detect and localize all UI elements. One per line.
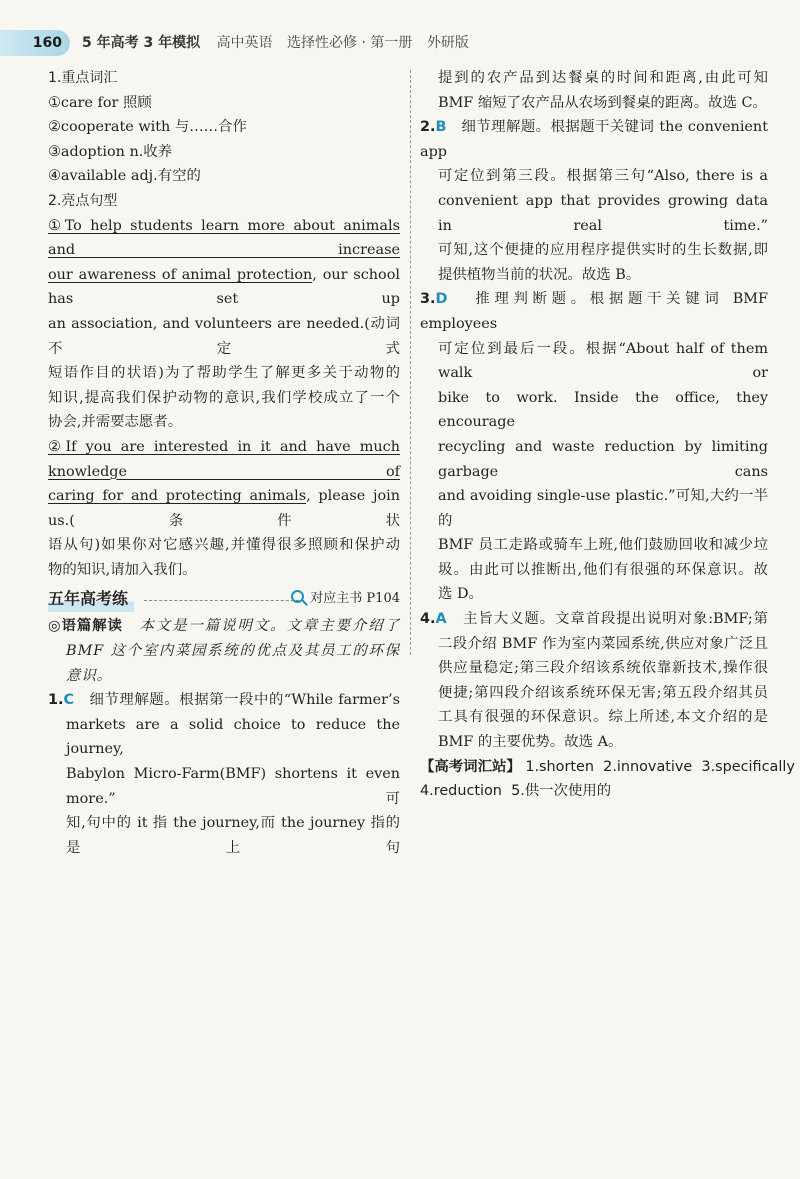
- sentence-underlined: ①To help students learn more about animals and increase: [48, 217, 400, 259]
- column-divider: [410, 70, 411, 655]
- sentence-pattern-1: [48, 214, 400, 435]
- reading-line: 意识。: [66, 667, 113, 684]
- reading-line: BMF 这个室内菜园系统的优点及其员工的环保: [66, 643, 400, 660]
- vocab-label: 【高考词汇站】: [420, 758, 521, 775]
- answer-q3: [420, 287, 768, 607]
- question-number: 2.: [420, 119, 436, 136]
- sentence-underlined: caring for and protecting animals: [48, 488, 307, 505]
- reading-analysis: [48, 614, 400, 688]
- question-number: 3.: [420, 291, 436, 308]
- answer-line: markets are a solid choice to reduce the journey,: [66, 716, 400, 758]
- sentence-text: , please join us.(条件状: [48, 488, 400, 529]
- header-title: [82, 30, 479, 56]
- question-number: 4.: [420, 611, 436, 628]
- sentence-line: 短语作目的状语)为了帮助学生了解更多关于动物的: [48, 365, 400, 382]
- sentence-underlined: ②If you are interested in it and have much knowledge of: [48, 438, 400, 480]
- key-word-item: ③adoption n.收养: [48, 143, 173, 160]
- header-volume: 选择性必修 · 第一册: [287, 35, 413, 51]
- search-icon: [291, 590, 304, 603]
- answer-line: [420, 115, 768, 164]
- left-column: [48, 66, 400, 860]
- page-header: [0, 30, 800, 56]
- answer-q2: [420, 115, 768, 287]
- answer-letter: A: [435, 611, 447, 628]
- answer-line: 提供植物当前的状况。故选 B。: [438, 266, 641, 283]
- practice-reference-text: 对应主书 P104: [310, 591, 400, 607]
- answer-text: 细节理解题。根据第一段中的“While farmer’s: [89, 692, 401, 709]
- sentence-line: 知识,提高我们保护动物的意识,我们学校成立了一个: [48, 389, 400, 406]
- answer-line: [48, 688, 400, 713]
- answer-line: 提到的农产品到达餐桌的时间和距离,由此可知: [438, 70, 768, 86]
- answer-line: 可定位到最后一段。根据“About half of them walk or: [438, 340, 768, 382]
- sentence-text: , our school has set up: [48, 266, 400, 308]
- sentences-title: 2.亮点句型: [48, 192, 118, 209]
- answer-line: 工具有很强的环保意识。综上所述,本文介绍的是: [438, 709, 768, 726]
- key-word-item: ②cooperate with 与……合作: [48, 119, 247, 136]
- right-column: [420, 66, 795, 804]
- vocab-line: 4.reduction 5.供一次使用的: [420, 783, 612, 800]
- vocab-station: [420, 755, 795, 804]
- answer-line: 便捷;第四段介绍该系统环保无害;第五段介绍其员: [438, 684, 768, 701]
- answer-line: BMF 员工走路或骑车上班,他们鼓励回收和减少垃: [438, 537, 768, 554]
- answer-q4: [420, 607, 768, 755]
- answer-line: and avoiding single-use plastic.”可知,大约一半的: [438, 488, 768, 529]
- dashed-rule: [144, 600, 304, 601]
- question-number: 1.: [48, 692, 64, 709]
- vocab-line: [420, 755, 795, 780]
- sentence-pattern-2: [48, 435, 400, 583]
- answer-line: 二段介绍 BMF 作为室内菜园系统,供应对象广泛且: [438, 635, 768, 652]
- practice-reference: [291, 586, 400, 612]
- key-word-item: ①care for 照顾: [48, 94, 152, 111]
- answer-line: 可知,这个便捷的应用程序提供实时的生长数据,即: [438, 242, 768, 259]
- answer-line: 可定位到第三段。根据第三句“Also, there is a: [438, 168, 768, 185]
- vocab-text: 1.shorten 2.innovative 3.specifically: [525, 758, 795, 775]
- answer-text: 细节理解题。根据题干关键词 the convenient app: [420, 119, 768, 160]
- answer-text: 推理判断题。根据题干关键词 BMF employees: [420, 291, 768, 332]
- reading-line: [48, 614, 400, 639]
- sentence-underlined: our awareness of animal protection: [48, 266, 313, 283]
- sentence-line: an association, and volunteers are needed.(动词不定式: [48, 315, 400, 357]
- practice-title: 五年高考练: [48, 586, 134, 612]
- answer-letter: C: [63, 692, 75, 709]
- sentence-line: 语从句)如果你对它感兴趣,并懂得很多照顾和保护动: [48, 537, 400, 554]
- answer-line: recycling and waste reduction by limiting garbage cans: [438, 438, 768, 480]
- sentence-line: 物的知识,请加入我们。: [48, 561, 197, 578]
- header-brand: 5 年高考 3 年模拟: [82, 35, 201, 51]
- practice-section-header: [48, 586, 400, 614]
- reading-label: ◎语篇解读: [48, 618, 123, 635]
- answer-line: [420, 287, 768, 336]
- answer-line: 知,句中的 it 指 the journey,而 the journey 指的是上句: [66, 815, 400, 856]
- answer-line: convenient app that provides growing data in real time.”: [438, 192, 768, 234]
- answer-letter: D: [435, 291, 448, 308]
- answer-text: 主旨大义题。文章首段提出说明对象:BMF;第: [463, 611, 768, 628]
- header-subject: 高中英语: [216, 35, 273, 51]
- answer-line: 供应量稳定;第三段介绍该系统依靠新技术,操作很: [438, 660, 768, 677]
- key-words-title: 1.重点词汇: [48, 70, 118, 86]
- sentence-line: [48, 263, 400, 312]
- header-edition: 外研版: [426, 35, 469, 51]
- answer-q1: [48, 688, 400, 860]
- answer-line: bike to work. Inside the office, they encourage: [438, 389, 768, 431]
- sentence-line: [48, 484, 400, 533]
- answer-line: 选 D。: [438, 586, 483, 603]
- answer-letter: B: [435, 119, 447, 136]
- sentence-line: 协会,并需要志愿者。: [48, 414, 183, 431]
- answer-line: BMF 缩短了农产品从农场到餐桌的距离。故选 C。: [438, 94, 767, 111]
- reading-text: 本文是一篇说明文。文章主要介绍了: [139, 618, 400, 635]
- key-word-item: ④available adj.有空的: [48, 168, 201, 185]
- answer-line: BMF 的主要优势。故选 A。: [438, 734, 623, 751]
- answer-line: Babylon Micro-Farm(BMF) shortens it even more.”可: [66, 766, 400, 807]
- answer-line: [420, 607, 768, 632]
- page-number: 160: [0, 30, 70, 56]
- answer-line: 圾。由此可以推断出,他们有很强的环保意识。故: [438, 561, 768, 578]
